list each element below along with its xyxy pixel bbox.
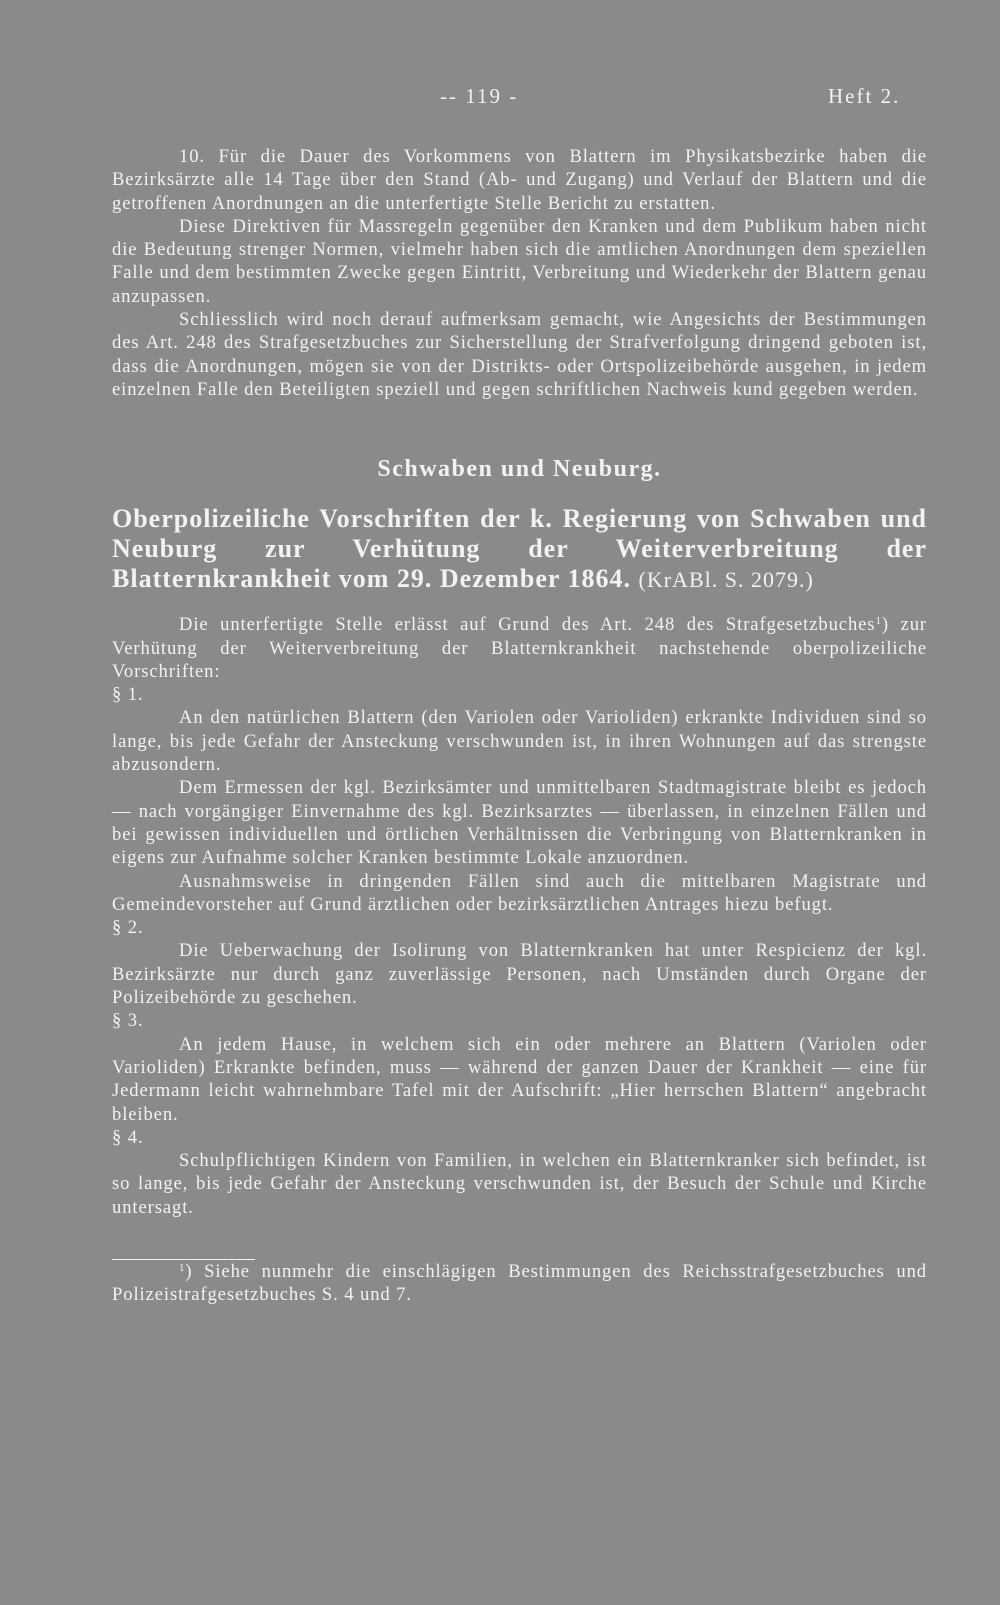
intro-paragraph: Diese Direktiven für Massregeln gegenüber den Kranken und dem Publikum haben nicht die Bedeutung strenger Normen, vielmehr haben sich die amtlichen Anordnungen dem speziellen Falle und dem bestimmten Zwecke gegen Eintritt, Verbreitung und Wiederkehr der Blattern genau anzupassen. bbox=[112, 215, 927, 307]
section-paragraph: Schulpflichtigen Kindern von Familien, in welchen ein Blatternkranker sich befindet, ist so lange, bis jede Gefahr der Ansteckung verschwunden ist, der Besuch der Schule und Kirche untersagt. bbox=[112, 1150, 927, 1218]
section-label-1: § 1. bbox=[112, 684, 144, 706]
section-label-4: § 4. bbox=[112, 1126, 144, 1148]
footnote-reference: 1 bbox=[875, 615, 882, 628]
preamble-text: Die unterfertigte Stelle erlässt auf Grund des Art. 248 des Strafgesetzbuches bbox=[179, 614, 876, 636]
section-label-3: § 3. bbox=[112, 1010, 144, 1032]
regulation-source: (KrABl. S. 2079.) bbox=[638, 567, 814, 593]
footnote-text: ) Siehe nunmehr die einschlägigen Bestimmungen des Reichsstrafgesetzbuches und Polizeistrafgesetzbuches S. 4 und 7. bbox=[112, 1260, 927, 1306]
page-header bbox=[0, 84, 1000, 120]
page-number: -- 119 - bbox=[440, 84, 519, 108]
regulation-title bbox=[112, 504, 927, 595]
preamble-text-cont: ) zur Verhütung der Weiterverbreitung der Blatternkrankheit nachstehende oberpolizeiliche Vorschriften: bbox=[112, 614, 927, 682]
section-label-2: § 2. bbox=[112, 917, 144, 939]
section-paragraph: Dem Ermessen der kgl. Bezirksämter und unmittelbaren Stadtmagistrate bleibt es jedoch — nach vorgängiger Einvernahme des kgl. Bezirksarztes — überlassen, in einzelnen Fällen und bei gewissen individuellen und örtlichen Verhältnissen die Verbringung von Blatternkranken in eigens zur Aufnahme solcher Kranken bestimmte Lokale anzuordnen. bbox=[112, 777, 927, 869]
page-body bbox=[112, 145, 927, 1307]
intro-paragraph: Schliesslich wird noch derauf aufmerksam gemacht, wie Angesichts der Bestimmungen des Art. 248 des Strafgesetzbuches zur Sicherstellung der Strafverfolgung dringend geboten ist, dass die Anordnungen, mögen sie von der Distrikts- oder Ortspolizeibehörde ausgehen, in jedem einzelnen Falle den Beteiligten speziell und gegen schriftlichen Nachweis kund gegeben werden. bbox=[112, 309, 927, 400]
section-paragraph: An den natürlichen Blattern (den Variolen oder Varioliden) erkrankte Individuen sind so lange, bis jede Gefahr der Ansteckung verschwunden ist, in ihren Wohnungen auf das strengste abzusondern. bbox=[112, 707, 927, 776]
section-paragraph: An jedem Hause, in welchem sich ein oder mehrere an Blattern (Variolen oder Varioliden) Erkrankte befinden, muss — während der ganzen Dauer der Krankheit — eine für Jedermann leicht wahrnehmbare Tafel mit der Aufschrift: „Hier herrschen Blattern“ angebracht bleiben. bbox=[112, 1033, 927, 1125]
footnote-marker: 1 bbox=[179, 1261, 186, 1274]
section-paragraph: Die Ueberwachung der Isolirung von Blatternkranken hat unter Respicienz der kgl. Bezirksärzte nur durch ganz zuverlässige Personen, nach Umständen durch Organe der Polizeibehörde zu geschehen. bbox=[112, 940, 927, 1009]
regulation-title-text: Oberpolizeiliche Vorschriften der k. Regierung von Schwaben und Neuburg zur Verhütung der Weiterverbreitung der Blatternkrankheit vom 29. Dezember 1864. bbox=[112, 504, 927, 594]
section-title: Schwaben und Neuburg. bbox=[377, 456, 662, 483]
section-paragraph: Ausnahmsweise in dringenden Fällen sind auch die mittelbaren Magistrate und Gemeindevorsteher auf Grund ärztlichen oder bezirksärztlichen Antrages hiezu befugt. bbox=[112, 870, 927, 915]
footnote bbox=[112, 1260, 927, 1307]
issue-label: Heft 2. bbox=[828, 84, 901, 108]
intro-paragraph: 10. Für die Dauer des Vorkommens von Blattern im Physikatsbezirke haben die Bezirksärzte alle 14 Tage über den Stand (Ab- und Zugang) und Verlauf der Blattern und die getroffenen Anordnungen an die unterfertigte Stelle Bericht zu erstatten. bbox=[112, 146, 927, 214]
preamble bbox=[112, 613, 927, 683]
